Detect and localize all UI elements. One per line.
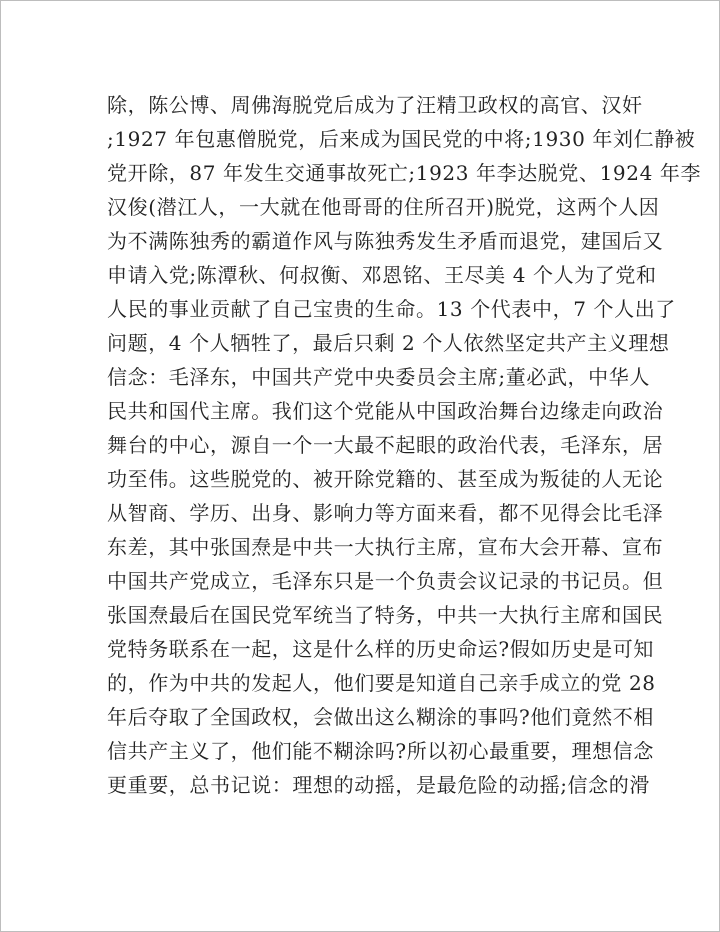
text-line: ;1927 年包惠僧脱党，后来成为国民党的中将;1930 年刘仁静被 <box>107 127 696 151</box>
text-line: 除，陈公博、周佛海脱党后成为了汪精卫政权的高官、汉奸 <box>107 93 643 117</box>
text-line: 舞台的中心，源自一个一大最不起眼的政治代表，毛泽东，居 <box>107 433 664 457</box>
text-line: 为不满陈独秀的霸道作风与陈独秀发生矛盾而退党，建国后又 <box>107 229 664 253</box>
text-line: 功至伟。这些脱党的、被开除党籍的、甚至成为叛徒的人无论 <box>107 467 664 491</box>
text-line: 党特务联系在一起，这是什么样的历史命运?假如历史是可知 <box>107 637 654 661</box>
text-line: 民共和国代主席。我们这个党能从中国政治舞台边缘走向政治 <box>107 399 664 423</box>
text-line: 汉俊(潜江人，一大就在他哥哥的住所召开)脱党，这两个人因 <box>107 195 660 219</box>
text-line: 张国焘最后在国民党军统当了特务，中共一大执行主席和国民 <box>107 603 664 627</box>
text-line: 党开除，87 年发生交通事故死亡;1923 年李达脱党、1924 年李 <box>107 161 702 185</box>
text-line: 更重要，总书记说：理想的动摇，是最危险的动摇;信念的滑 <box>107 773 650 797</box>
text-line: 东差，其中张国焘是中共一大执行主席，宣布大会开幕、宣布 <box>107 535 664 559</box>
text-line: 信共产主义了，他们能不糊涂吗?所以初心最重要，理想信念 <box>107 739 654 763</box>
text-line: 申请入党;陈潭秋、何叔衡、邓恩铭、王尽美 4 个人为了党和 <box>107 263 657 287</box>
body-text <box>107 88 702 802</box>
text-line: 的，作为中共的发起人，他们要是知道自己亲手成立的党 28 <box>107 671 656 695</box>
text-line: 人民的事业贡献了自己宝贵的生命。13 个代表中，7 个人出了 <box>107 297 676 321</box>
text-line: 信念：毛泽东，中国共产党中央委员会主席;董必武，中华人 <box>107 365 650 389</box>
text-line: 年后夺取了全国政权，会做出这么糊涂的事吗?他们竟然不相 <box>107 705 654 729</box>
text-line: 问题，4 个人牺牲了，最后只剩 2 个人依然坚定共产主义理想 <box>107 331 670 355</box>
text-line: 中国共产党成立，毛泽东只是一个负责会议记录的书记员。但 <box>107 569 664 593</box>
text-line: 从智商、学历、出身、影响力等方面来看，都不见得会比毛泽 <box>107 501 664 525</box>
